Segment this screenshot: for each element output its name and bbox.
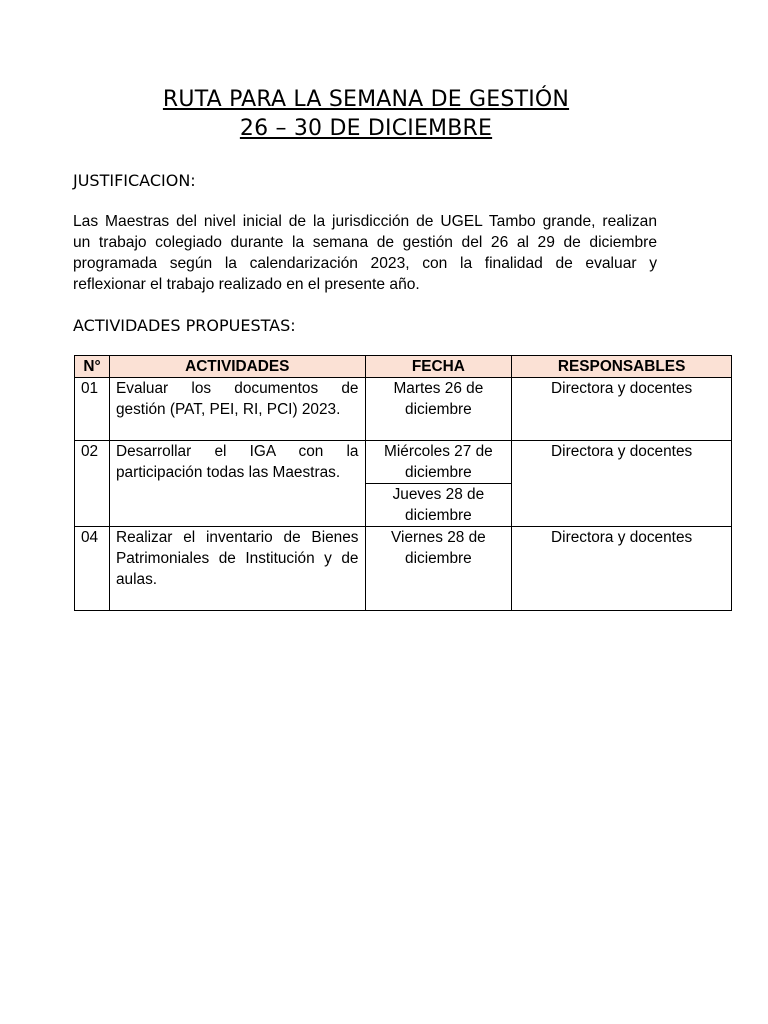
activity-line: Evaluar los documentos de [115, 380, 359, 397]
column-header-activities: ACTIVIDADES [109, 356, 365, 378]
justification-paragraph [73, 211, 657, 295]
row-responsibles: Directora y docentes [512, 441, 732, 527]
row-activity [109, 378, 365, 441]
row-date [365, 484, 512, 527]
paragraph-line: Las Maestras del nivel inicial de la jurisdicción de UGEL Tambo grande, realizan [73, 213, 657, 230]
table-row [75, 527, 732, 611]
row-activity [109, 441, 365, 527]
date-line: Martes 26 de [393, 380, 484, 397]
column-header-responsibles: RESPONSABLES [512, 356, 732, 378]
activity-line: gestión (PAT, PEI, RI, PCI) 2023. [115, 401, 341, 418]
activity-line: Realizar el inventario de Bienes [115, 529, 359, 546]
document-title: RUTA PARA LA SEMANA DE GESTIÓN [162, 87, 570, 112]
date-line: diciembre [405, 507, 472, 524]
row-number: 01 [75, 378, 110, 441]
document-subtitle-dates: 26 – 30 DE DICIEMBRE [239, 116, 493, 141]
date-line: Viernes 28 de [391, 529, 486, 546]
row-responsibles: Directora y docentes [512, 378, 732, 441]
activity-line: participación todas las Maestras. [115, 464, 341, 481]
row-date [365, 527, 512, 611]
row-number: 04 [75, 527, 110, 611]
row-responsibles: Directora y docentes [512, 527, 732, 611]
activity-line: aulas. [115, 571, 158, 588]
row-date [365, 441, 512, 484]
activities-heading: ACTIVIDADES PROPUESTAS: [73, 316, 296, 335]
activity-line: Desarrollar el IGA con la [115, 443, 359, 460]
date-line: Miércoles 27 de [384, 443, 493, 460]
column-header-number: N° [75, 356, 110, 378]
paragraph-line: reflexionar el trabajo realizado en el presente año. [73, 276, 420, 293]
date-line: Jueves 28 de [392, 486, 485, 503]
date-line: diciembre [405, 550, 472, 567]
date-line: diciembre [405, 401, 472, 418]
row-number: 02 [75, 441, 110, 527]
activity-line: Patrimoniales de Institución y de [115, 550, 359, 567]
activities-table [74, 355, 732, 611]
row-date [365, 378, 512, 441]
table-header-row [75, 356, 732, 378]
column-header-date: FECHA [365, 356, 512, 378]
row-activity [109, 527, 365, 611]
justification-heading: JUSTIFICACION: [73, 171, 196, 190]
table-row [75, 378, 732, 441]
paragraph-line: un trabajo colegiado durante la semana de gestión del 26 al 29 de diciembre [73, 234, 657, 251]
date-line: diciembre [405, 464, 472, 481]
paragraph-line: programada según la calendarización 2023, con la finalidad de evaluar y [73, 255, 657, 272]
table-row [75, 441, 732, 484]
